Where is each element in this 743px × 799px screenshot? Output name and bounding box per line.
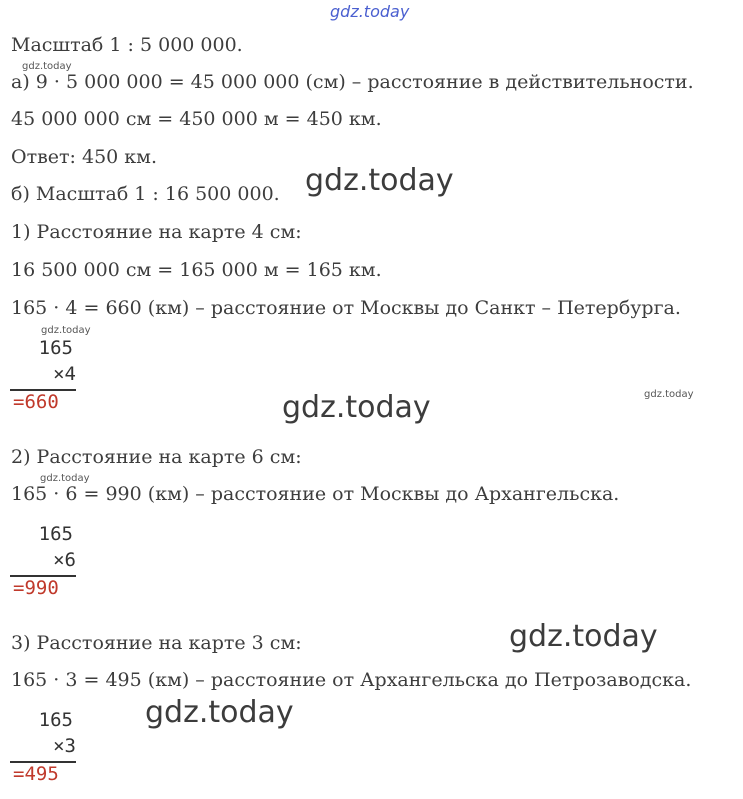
- watermark-small-1: gdz.today: [22, 61, 72, 72]
- column-multiplication-2: [10, 523, 76, 603]
- step-1-heading: 1) Расстояние на карте 4 см:: [11, 221, 302, 243]
- multiplier: ×4: [53, 363, 76, 385]
- step-2-result: 165 · 6 = 990 (км) – расстояние от Москвы до Архангельска.: [11, 483, 620, 505]
- product: =660: [13, 391, 59, 413]
- watermark-large-4: gdz.today: [145, 695, 294, 730]
- multiplier: ×6: [53, 549, 76, 571]
- step-2-heading: 2) Расстояние на карте 6 см:: [11, 446, 302, 468]
- scale-line-b: б) Масштаб 1 : 16 500 000.: [11, 183, 280, 205]
- watermark-large-2: gdz.today: [282, 390, 431, 425]
- watermark-large-3: gdz.today: [509, 619, 658, 654]
- answer-line: Ответ: 450 км.: [11, 146, 157, 168]
- watermark-small-2: gdz.today: [41, 325, 91, 336]
- watermark-large-1: gdz.today: [305, 163, 454, 198]
- conversion-line-a: 45 000 000 см = 450 000 м = 450 км.: [11, 108, 382, 130]
- step-3-heading: 3) Расстояние на карте 3 см:: [11, 632, 302, 654]
- conversion-line-b: 16 500 000 см = 165 000 м = 165 км.: [11, 259, 382, 281]
- multiplicand: 165: [38, 709, 73, 731]
- watermark-top: gdz.today: [330, 2, 410, 21]
- multiplicand: 165: [38, 337, 73, 359]
- product: =990: [13, 577, 59, 599]
- product: =495: [13, 763, 59, 785]
- step-3-result: 165 · 3 = 495 (км) – расстояние от Архангельска до Петрозаводска.: [11, 669, 692, 691]
- multiplicand: 165: [38, 523, 73, 545]
- scale-line-a: Масштаб 1 : 5 000 000.: [11, 34, 243, 56]
- column-multiplication-1: [10, 337, 76, 417]
- column-multiplication-3: [10, 709, 76, 789]
- multiplier: ×3: [53, 735, 76, 757]
- watermark-small-3: gdz.today: [644, 389, 694, 400]
- step-1-result: 165 · 4 = 660 (км) – расстояние от Москвы до Санкт – Петербурга.: [11, 297, 681, 319]
- calc-line-a: а) 9 · 5 000 000 = 45 000 000 (см) – расстояние в действительности.: [11, 71, 694, 93]
- watermark-small-4: gdz.today: [40, 473, 90, 484]
